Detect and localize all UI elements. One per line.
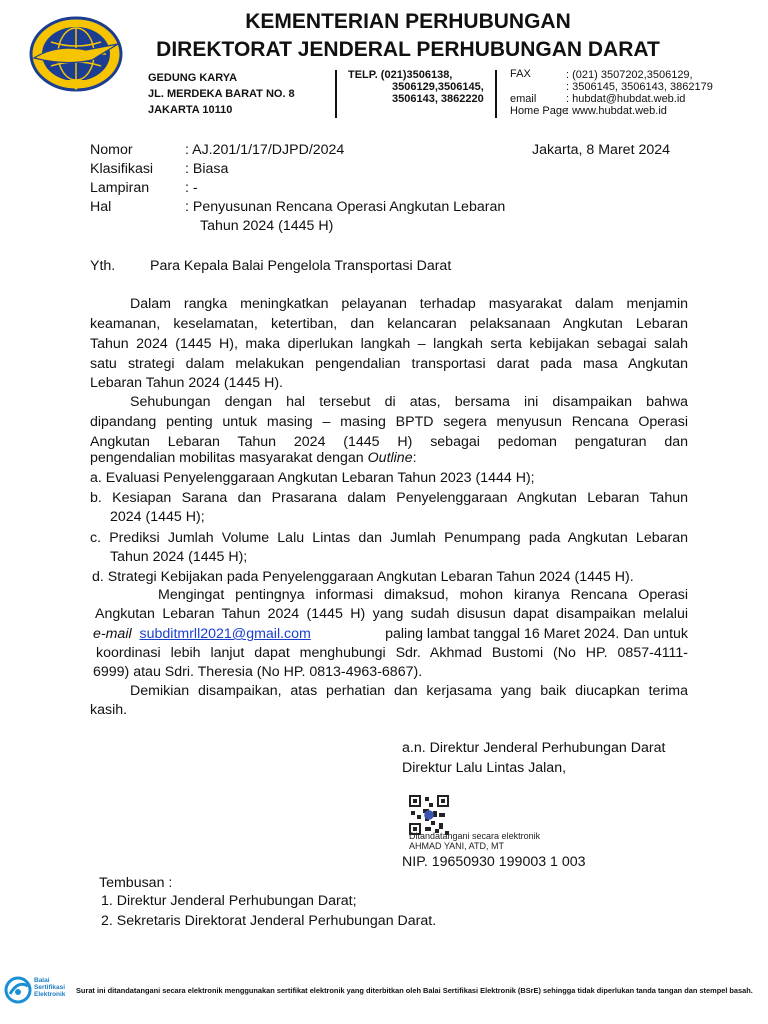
list-item: c. Prediksi Jumlah Volume Lalu Lintas dan Jumlah Penumpang pada Angkutan Lebaran: [90, 530, 688, 546]
nomor-label: Nomor: [90, 142, 133, 158]
bsre-logo-icon: [4, 976, 34, 1004]
nomor-value: : AJ.201/1/17/DJPD/2024: [185, 142, 345, 158]
fax-value-2: : 3506145, 3506143, 3862179: [566, 81, 713, 93]
body-line: Lebaran Tahun 2024 (1445 H).: [90, 375, 283, 391]
email-value: : hubdat@hubdat.web.id: [566, 93, 686, 105]
telp-line-2: 3506129,3506145,: [392, 81, 484, 93]
body-line: Mengingat pentingnya informasi dimaksud, mohon kiranya Rencana Operasi: [158, 587, 688, 603]
body-line: 6999) atau Sdri. Theresia (No HP. 0813-4963-6867).: [93, 664, 423, 680]
lampiran-value: : -: [185, 180, 198, 196]
body-line: pengendalian mobilitas masyarakat dengan Outline:: [90, 450, 417, 466]
body-line: Tahun 2024 (1445 H), maka diperlukan langkah – langkah serta kebijakan sebagai salah: [90, 336, 688, 352]
list-item: d. Strategi Kebijakan pada Penyelenggaraan Angkutan Lebaran Tahun 2024 (1445 H).: [92, 569, 634, 585]
esign-note: Ditandatangani secara elektronik: [409, 831, 541, 841]
address-line-1: GEDUNG KARYA: [148, 72, 238, 84]
hal-value-cont: Tahun 2024 (1445 H): [200, 218, 334, 234]
hal-label: Hal: [90, 199, 112, 215]
homepage-label: Home Page: [510, 105, 569, 117]
cc-title: Tembusan :: [99, 875, 173, 891]
body-line: dipandang penting untuk masing – masing BPTD segera menyusun Rencana Operasi: [90, 414, 688, 430]
directorate-title: DIREKTORAT JENDERAL PERHUBUNGAN DARAT: [156, 38, 660, 61]
body-line: Angkutan Lebaran Tahun 2024 (1445 H) sebagai pedoman pengaturan dan: [90, 434, 688, 450]
signature-title-2: Direktur Lalu Lintas Jalan,: [402, 760, 567, 776]
fax-value-1: : (021) 3507202,3506129,: [566, 69, 693, 81]
klasifikasi-label: Klasifikasi: [90, 161, 154, 177]
signer-nip: NIP. 19650930 199003 1 003: [402, 854, 586, 870]
address-line-2: JL. MERDEKA BARAT NO. 8: [148, 88, 295, 100]
outline-term: Outline: [367, 450, 413, 466]
yth-label: Yth.: [90, 258, 116, 274]
header-divider: [335, 70, 337, 118]
address-line-3: JAKARTA 10110: [148, 104, 233, 116]
email-label: email: [510, 93, 537, 105]
cc-item: 2. Sekretaris Direktorat Jenderal Perhubungan Darat.: [101, 913, 437, 929]
body-line: kasih.: [90, 702, 128, 718]
email-link[interactable]: subditmrll2021@gmail.com: [139, 626, 311, 642]
telp-line-1: TELP. (021)3506138,: [348, 69, 453, 81]
signature-title-1: a.n. Direktur Jenderal Perhubungan Darat: [402, 740, 666, 756]
body-line: Sehubungan dengan hal tersebut di atas, bersama ini disampaikan bahwa: [130, 394, 688, 410]
lampiran-label: Lampiran: [90, 180, 150, 196]
hal-value: : Penyusunan Rencana Operasi Angkutan Lebaran: [185, 199, 506, 215]
ministry-logo-icon: [26, 14, 126, 94]
header-divider: [495, 70, 497, 118]
cc-item: 1. Direktur Jenderal Perhubungan Darat;: [101, 893, 357, 909]
body-line: Angkutan Lebaran Tahun 2024 (1445 H) yang sudah disusun dapat disampaikan melalui: [95, 606, 688, 622]
body-line: e-mail subditmrll2021@gmail.com paling lambat tanggal 16 Maret 2024. Dan untuk: [93, 626, 688, 642]
signer-name: AHMAD YANI, ATD, MT: [409, 841, 505, 851]
ministry-title: KEMENTERIAN PERHUBUNGAN: [245, 10, 571, 33]
body-line: Dalam rangka meningkatkan pelayanan terhadap masyarakat dalam menjamin: [130, 296, 688, 312]
body-line: keamanan, keselamatan, ketertiban, dan kelancaran pelaksanaan Angkutan Lebaran: [90, 316, 688, 332]
footer-note: Surat ini ditandatangani secara elektronik menggunakan sertifikat elektronik yang diterbitkan oleh Balai Sertifikasi Elektronik (BSrE) sehingga tidak diperlukan tanda tangan dan stempel basah.: [76, 986, 753, 995]
body-line: satu strategi dalam melakukan pengendalian transportasi darat pada masa Angkutan: [90, 356, 688, 372]
qr-code-icon: [409, 795, 449, 835]
klasifikasi-value: : Biasa: [185, 161, 229, 177]
telp-line-3: 3506143, 3862220: [392, 93, 484, 105]
fax-label: FAX: [510, 68, 531, 80]
email-term: e-mail: [93, 626, 132, 642]
list-item-cont: 2024 (1445 H);: [110, 509, 205, 525]
homepage-value: : www.hubdat.web.id: [566, 105, 667, 117]
body-line: Demikian disampaikan, atas perhatian dan kerjasama yang baik diucapkan terima: [130, 683, 688, 699]
list-item: a. Evaluasi Penyelenggaraan Angkutan Lebaran Tahun 2023 (1444 H);: [90, 470, 535, 486]
letter-date: Jakarta, 8 Maret 2024: [532, 142, 671, 158]
body-line: koordinasi lebih lanjut dapat menghubungi Sdr. Akhmad Bustomi (No HP. 0857-4111-: [96, 645, 688, 661]
list-item: b. Kesiapan Sarana dan Prasarana dalam Penyelenggaraan Angkutan Lebaran Tahun: [90, 490, 688, 506]
addressee: Para Kepala Balai Pengelola Transportasi Darat: [150, 258, 452, 274]
bsre-logo-text: Balai Sertifikasi Elektronik: [34, 977, 66, 998]
list-item-cont: Tahun 2024 (1445 H);: [110, 549, 248, 565]
